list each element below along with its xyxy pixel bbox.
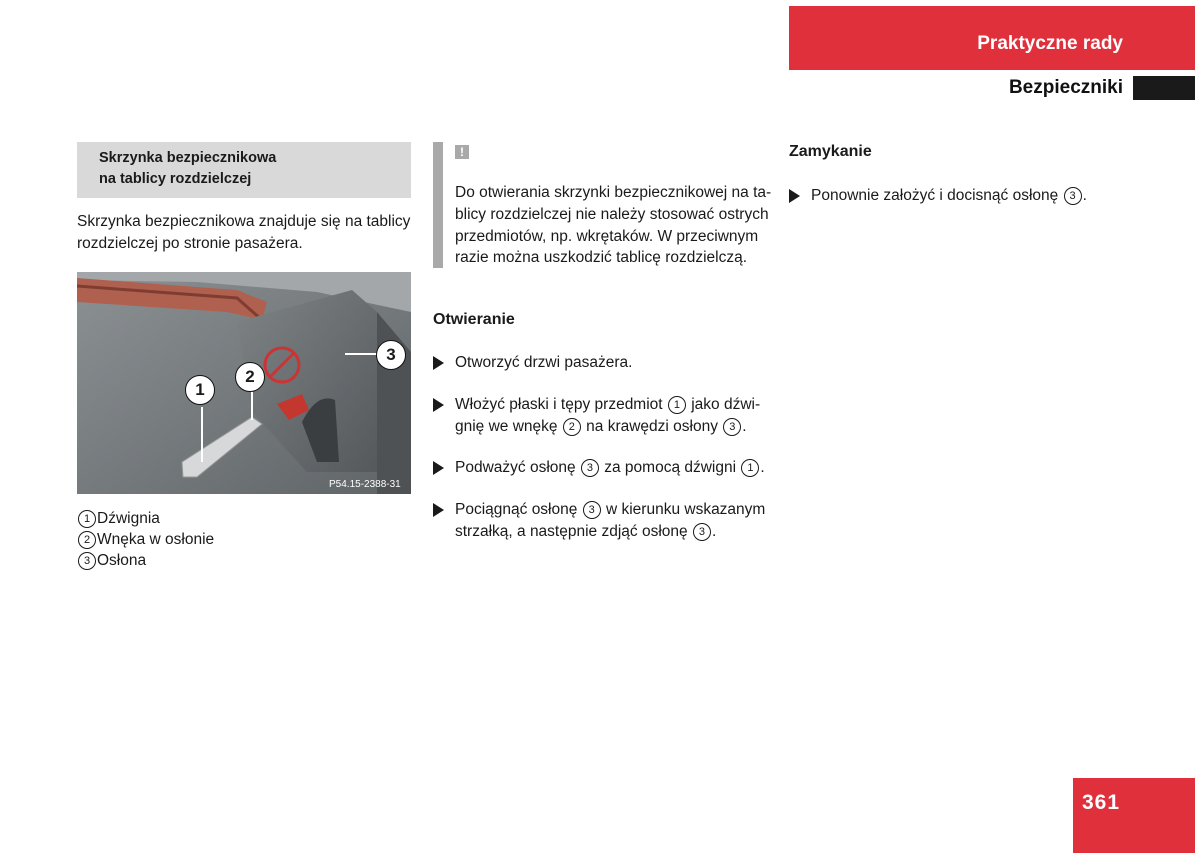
- step-text: Otworzyć drzwi pasażera.: [455, 354, 633, 371]
- step-text: .: [760, 459, 765, 476]
- bullet-arrow-icon: [433, 461, 444, 475]
- legend-num: 3: [78, 552, 96, 570]
- closing-step-1: [789, 185, 1125, 207]
- ref-number: 2: [563, 418, 581, 436]
- legend-label: Wnęka w osłonie: [97, 531, 215, 548]
- step-text: strzałką, a następnie zdjąć osłonę: [455, 523, 692, 540]
- warning-line4: razie można uszkodzić tablicę rozdzielczą.: [455, 249, 748, 266]
- closing-heading: Zamykanie: [789, 143, 872, 160]
- header-marker-block: [1133, 76, 1195, 100]
- callout-2: 2: [235, 362, 265, 392]
- figure-code: P54.15-2388-31: [329, 479, 401, 490]
- step-text: .: [1082, 187, 1087, 204]
- step-text: w kierunku wskazanym: [601, 501, 766, 518]
- fusebox-illustration: [77, 272, 411, 494]
- step-text: Podważyć osłonę: [455, 459, 580, 476]
- callout-1: 1: [185, 375, 215, 405]
- fusebox-heading-box: [77, 142, 411, 198]
- legend-label: Dźwignia: [97, 510, 160, 527]
- intro-line1: Skrzynka bezpiecznikowa znajduje się na tablicy: [77, 213, 411, 230]
- warning-icon: !: [455, 145, 469, 159]
- step-text: Ponownie założyć i docisnąć osłonę: [811, 187, 1063, 204]
- page-number: 361: [1082, 791, 1121, 814]
- opening-heading: Otwieranie: [433, 311, 515, 328]
- warning-sidebar: [433, 142, 443, 268]
- step-text: na krawędzi osłony: [581, 418, 723, 435]
- step-text: .: [711, 523, 717, 540]
- opening-step-3: [433, 457, 769, 479]
- fusebox-heading-line1: Skrzynka bezpiecznikowa: [99, 150, 277, 166]
- bullet-arrow-icon: [433, 398, 444, 412]
- warning-line1: Do otwierania skrzynki bezpiecznikowej na ta-: [455, 184, 772, 201]
- warning-line3: przedmiotów, np. wkrętaków. W przeciwnym: [455, 228, 759, 245]
- page-number-tab: [1073, 778, 1195, 853]
- section-title: Praktyczne rady: [977, 33, 1123, 54]
- step-text: jako dźwi-: [686, 396, 761, 413]
- legend-item-3: [77, 552, 146, 570]
- ref-number: 3: [583, 501, 601, 519]
- bullet-arrow-icon: [433, 356, 444, 370]
- warning-line2: blicy rozdzielczej nie należy stosować ostrych: [455, 206, 769, 223]
- legend-num: 1: [78, 510, 96, 528]
- legend-label: Osłona: [97, 552, 147, 569]
- ref-number: 3: [581, 459, 599, 477]
- step-text: za pomocą dźwigni: [599, 459, 741, 476]
- intro-line2: rozdzielczej po stronie pasażera.: [77, 235, 303, 252]
- opening-step-2: [433, 394, 769, 438]
- step-text: gnię we wnękę: [455, 418, 562, 435]
- opening-step-1: [433, 352, 769, 374]
- subsection-title: Bezpieczniki: [1008, 77, 1123, 98]
- legend-item-1: [77, 510, 160, 528]
- step-text: Włożyć płaski i tępy przedmiot: [455, 396, 667, 413]
- ref-number: 3: [693, 523, 711, 541]
- fusebox-heading-line2: na tablicy rozdzielczej: [99, 171, 252, 187]
- step-text: .: [742, 418, 747, 435]
- legend-item-2: [77, 531, 214, 549]
- callout-3: 3: [376, 340, 406, 370]
- ref-number: 1: [668, 396, 686, 414]
- step-text: Pociągnąć osłonę: [455, 501, 582, 518]
- bullet-arrow-icon: [433, 503, 444, 517]
- opening-step-4: [433, 499, 769, 543]
- bullet-arrow-icon: [789, 189, 800, 203]
- ref-number: 1: [741, 459, 759, 477]
- legend-num: 2: [78, 531, 96, 549]
- ref-number: 3: [1064, 187, 1082, 205]
- ref-number: 3: [723, 418, 741, 436]
